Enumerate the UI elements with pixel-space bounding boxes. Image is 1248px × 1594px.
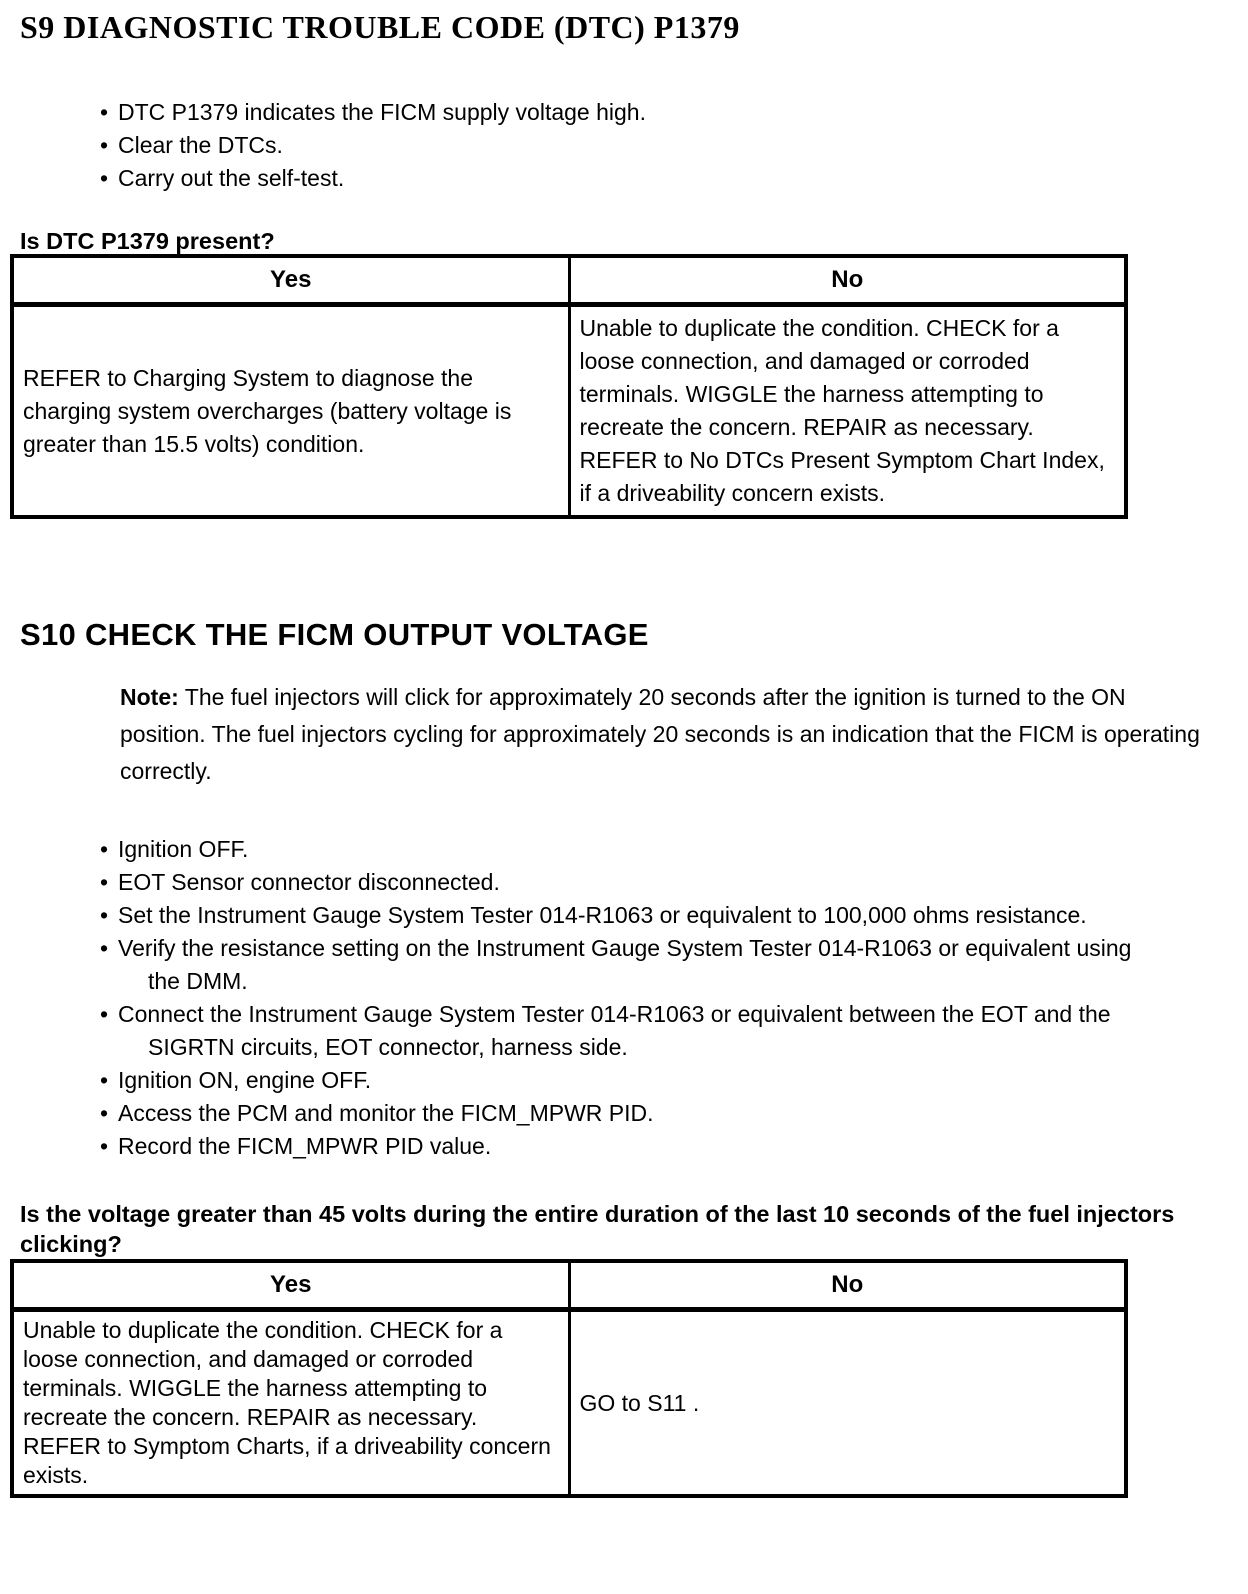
s9-decision-table bbox=[10, 254, 1128, 519]
s10-bullet-item-4: • Verify the resistance setting on the Instrument Gauge System Tester 014-R1063 or equivalent using the DMM. bbox=[100, 932, 1145, 998]
note-text: The fuel injectors will click for approximately 20 seconds after the ignition is turned to the ON position. The fuel injectors cycling for approximately 20 seconds is an indication that the FICM is operating correctly. bbox=[120, 684, 1200, 784]
s9-table-yes-cell: REFER to Charging System to diagnose the charging system overcharges (battery voltage is greater than 15.5 volts) condition. bbox=[23, 364, 512, 457]
s9-bullet-item-3: • Carry out the self-test. bbox=[100, 162, 1145, 195]
s10-decision-table bbox=[10, 1259, 1128, 1498]
note-label: Note: bbox=[120, 684, 179, 710]
s10-bullet-item-8: • Record the FICM_MPWR PID value. bbox=[100, 1130, 1145, 1163]
s9-table-header-no: No bbox=[569, 256, 1126, 305]
s10-bullet-item-5: • Connect the Instrument Gauge System Tester 014-R1063 or equivalent between the EOT and the SIGRTN circuits, EOT connector, harness side. bbox=[100, 998, 1145, 1064]
s9-table-header-row bbox=[12, 256, 1126, 305]
s9-table-body-row bbox=[12, 305, 1126, 518]
s10-table-yes-cell: Unable to duplicate the condition. CHECK for a loose connection, and damaged or corroded terminals. WIGGLE the harness attempting to recreate the concern. REPAIR as necessary. REFER to Symptom Charts, if a driveability concern exists. bbox=[23, 1317, 551, 1488]
s9-table-no-cell: Unable to duplicate the condition. CHECK for a loose connection, and damaged or corroded terminals. WIGGLE the harness attempting to recreate the concern. REPAIR as necessary. REFER to No DTCs Present Symptom Chart Index, if a driveability concern exists. bbox=[569, 305, 1126, 518]
s10-bullet-item-2: • EOT Sensor connector disconnected. bbox=[100, 866, 1145, 899]
s10-table-header-no: No bbox=[569, 1261, 1126, 1310]
section-s10-title: S10 CHECK THE FICM OUTPUT VOLTAGE bbox=[20, 617, 649, 652]
s9-bullet-list bbox=[100, 96, 1145, 195]
s10-table-no-cell: GO to S11 . bbox=[569, 1310, 1126, 1497]
s10-decision-question: Is the voltage greater than 45 volts during the entire duration of the last 10 seconds of the fuel injectors clicking? bbox=[20, 1201, 1175, 1257]
s10-bullet-item-6: • Ignition ON, engine OFF. bbox=[100, 1064, 1145, 1097]
s9-bullet-item-1: • DTC P1379 indicates the FICM supply voltage high. bbox=[100, 96, 1145, 129]
s9-decision-question: Is DTC P1379 present? bbox=[20, 228, 275, 254]
s10-table-body-row bbox=[12, 1310, 1126, 1497]
s10-note bbox=[120, 679, 1200, 790]
s10-bullet-list bbox=[100, 833, 1145, 1163]
s10-bullet-item-1: • Ignition OFF. bbox=[100, 833, 1145, 866]
section-s9-title: S9 DIAGNOSTIC TROUBLE CODE (DTC) P1379 bbox=[20, 9, 740, 45]
s10-table-header-yes: Yes bbox=[12, 1261, 569, 1310]
s10-bullet-item-7: • Access the PCM and monitor the FICM_MPWR PID. bbox=[100, 1097, 1145, 1130]
s9-bullet-item-2: • Clear the DTCs. bbox=[100, 129, 1145, 162]
s10-bullet-item-3: • Set the Instrument Gauge System Tester 014-R1063 or equivalent to 100,000 ohms resistance. bbox=[100, 899, 1145, 932]
s9-table-header-yes: Yes bbox=[12, 256, 569, 305]
s10-table-header-row bbox=[12, 1261, 1126, 1310]
